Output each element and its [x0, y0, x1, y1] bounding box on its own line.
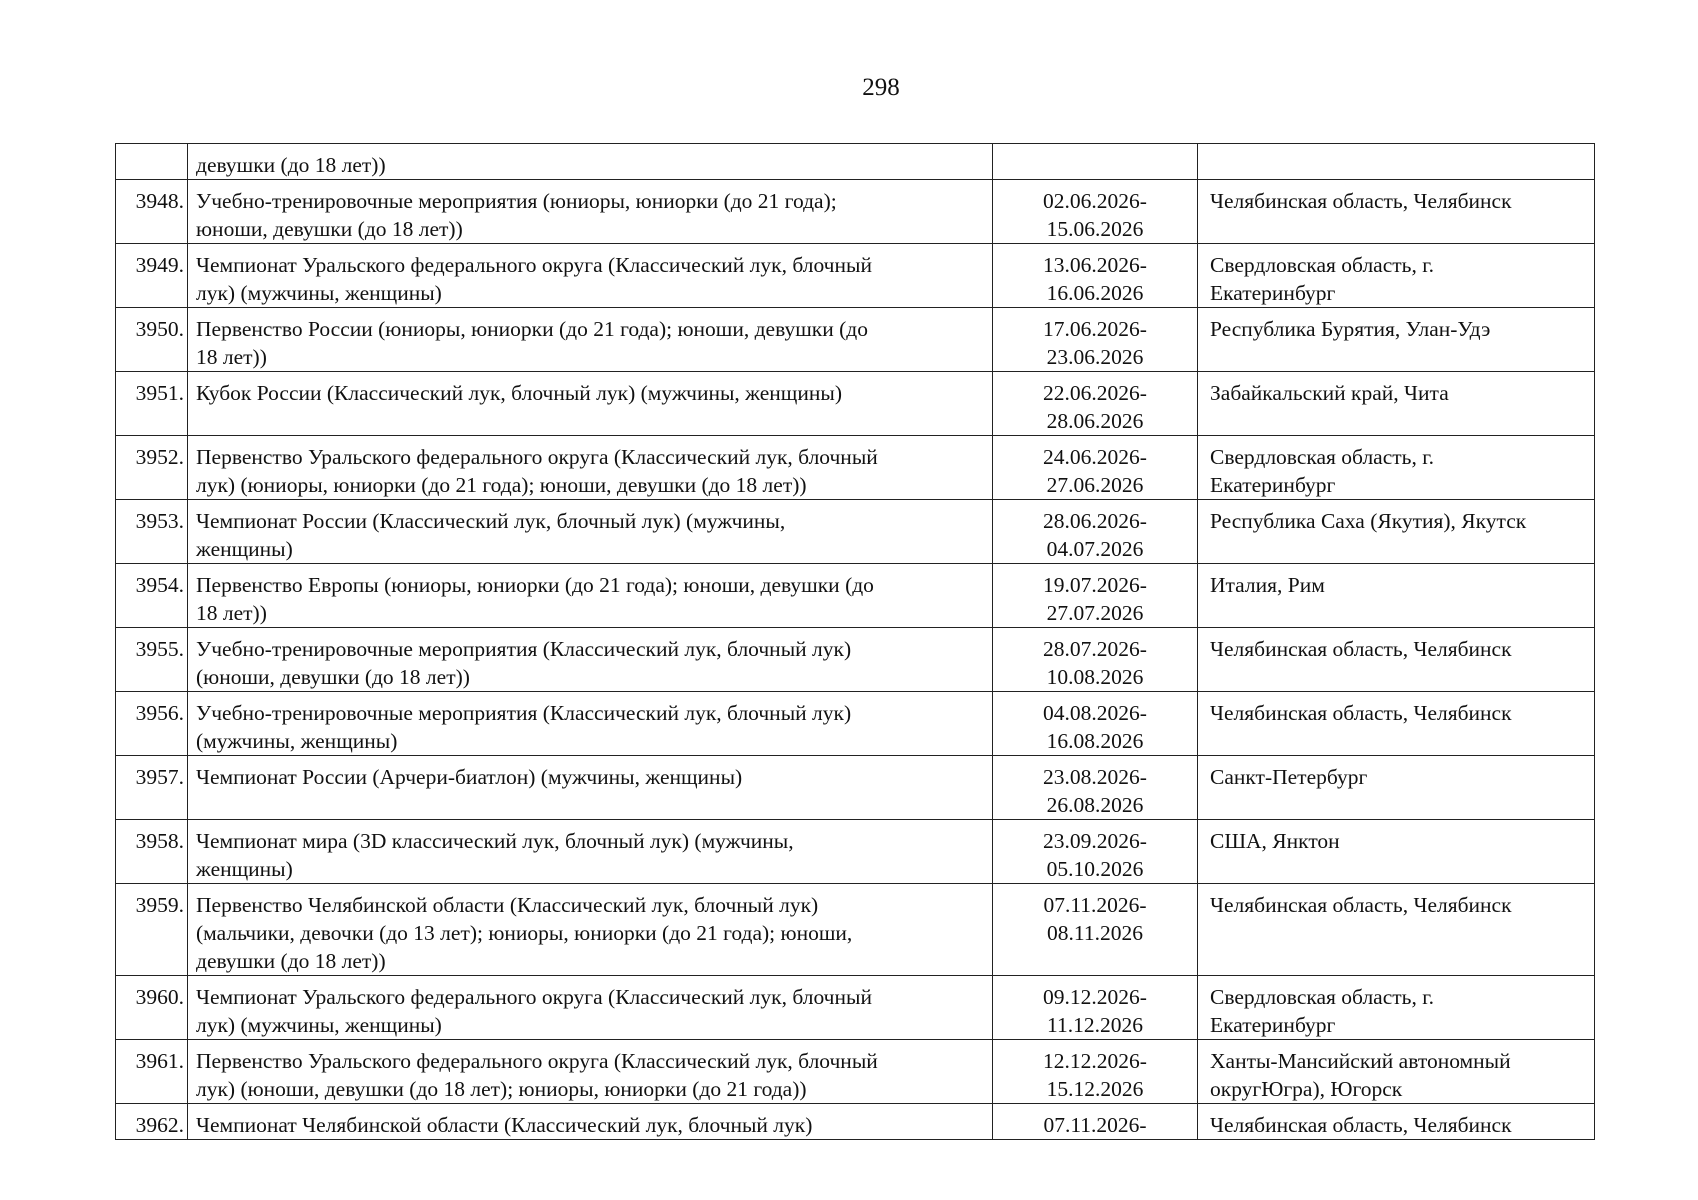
- event-title-line: юноши, девушки (до 18 лет)): [196, 217, 463, 241]
- event-title-line: Первенство Европы (юниоры, юниорки (до 21 года); юноши, девушки (до: [196, 573, 874, 597]
- event-place: [1198, 628, 1595, 692]
- event-dates: [993, 564, 1198, 628]
- event-title: [188, 692, 993, 756]
- event-place-line: Челябинская область, Челябинск: [1210, 637, 1512, 661]
- event-date-line: 22.06.2026-: [1043, 381, 1147, 405]
- event-place-line: округЮгра), Югорск: [1210, 1077, 1403, 1101]
- event-date-line: 13.06.2026-: [1043, 253, 1147, 277]
- event-place: [1198, 144, 1595, 180]
- event-place: [1198, 692, 1595, 756]
- event-date-line: 04.08.2026-: [1043, 701, 1147, 725]
- event-dates: [993, 372, 1198, 436]
- table-row: [116, 1104, 1595, 1140]
- event-date-line: 28.07.2026-: [1043, 637, 1147, 661]
- event-title: [188, 628, 993, 692]
- event-title-line: Чемпионат Челябинской области (Классический лук, блочный лук): [196, 1113, 813, 1137]
- event-title: [188, 1040, 993, 1104]
- event-date-line: 27.06.2026: [1046, 473, 1144, 497]
- event-date-line: 15.06.2026: [1046, 217, 1144, 241]
- event-date-line: 15.12.2026: [1046, 1077, 1144, 1101]
- event-title-line: Чемпионат России (Арчери-биатлон) (мужчины, женщины): [196, 765, 743, 789]
- event-dates: [993, 308, 1198, 372]
- event-date-line: 09.12.2026-: [1043, 985, 1147, 1009]
- event-number: 3957.: [116, 756, 188, 820]
- event-place: [1198, 976, 1595, 1040]
- event-dates: [993, 180, 1198, 244]
- event-title: [188, 820, 993, 884]
- event-date-line: 27.07.2026: [1046, 601, 1144, 625]
- table-row: [116, 564, 1595, 628]
- event-title-line: девушки (до 18 лет)): [196, 153, 386, 177]
- table-row: [116, 500, 1595, 564]
- event-number: 3959.: [116, 884, 188, 976]
- event-number: 3948.: [116, 180, 188, 244]
- event-date-line: 12.12.2026-: [1043, 1049, 1147, 1073]
- event-date-line: 07.11.2026-: [1043, 893, 1147, 917]
- event-date-line: 19.07.2026-: [1043, 573, 1147, 597]
- event-date-line: 28.06.2026-: [1043, 509, 1147, 533]
- event-title-line: Учебно-тренировочные мероприятия (Классический лук, блочный лук): [196, 701, 852, 725]
- event-title-line: женщины): [196, 537, 293, 561]
- event-place-line: Свердловская область, г.: [1210, 445, 1434, 469]
- event-title: [188, 436, 993, 500]
- event-number: 3950.: [116, 308, 188, 372]
- event-place: [1198, 756, 1595, 820]
- event-title: [188, 884, 993, 976]
- event-date-line: 16.08.2026: [1046, 729, 1144, 753]
- event-date-line: 07.11.2026-: [1043, 1113, 1147, 1137]
- event-place-line: Санкт-Петербург: [1210, 765, 1368, 789]
- event-title-line: (юноши, девушки (до 18 лет)): [196, 665, 470, 689]
- event-number: 3958.: [116, 820, 188, 884]
- event-title-line: лук) (юниоры, юниорки (до 21 года); юноши, девушки (до 18 лет)): [196, 473, 807, 497]
- event-title-line: лук) (мужчины, женщины): [196, 281, 442, 305]
- event-title: [188, 372, 993, 436]
- event-number: 3952.: [116, 436, 188, 500]
- event-dates: [993, 500, 1198, 564]
- event-date-line: 28.06.2026: [1046, 409, 1144, 433]
- table-row: [116, 1040, 1595, 1104]
- event-place-line: Челябинская область, Челябинск: [1210, 1113, 1512, 1137]
- event-place-line: Свердловская область, г.: [1210, 253, 1434, 277]
- event-place-line: Забайкальский край, Чита: [1210, 381, 1449, 405]
- event-date-line: 23.08.2026-: [1043, 765, 1147, 789]
- event-title-line: девушки (до 18 лет)): [196, 949, 386, 973]
- event-title: [188, 756, 993, 820]
- event-title-line: Учебно-тренировочные мероприятия (юниоры, юниорки (до 21 года);: [196, 189, 837, 213]
- event-place-line: США, Янктон: [1210, 829, 1340, 853]
- event-title: [188, 564, 993, 628]
- event-place-line: Челябинская область, Челябинск: [1210, 701, 1512, 725]
- event-title: [188, 976, 993, 1040]
- page-number: 298: [862, 74, 900, 101]
- event-title-line: (мужчины, женщины): [196, 729, 398, 753]
- table-row: [116, 756, 1595, 820]
- event-number: 3962.: [116, 1104, 188, 1140]
- event-title: [188, 144, 993, 180]
- event-place-line: Екатеринбург: [1210, 1013, 1336, 1037]
- event-dates: [993, 628, 1198, 692]
- table-row: [116, 180, 1595, 244]
- event-place: [1198, 1040, 1595, 1104]
- table-row: [116, 884, 1595, 976]
- event-date-line: 11.12.2026: [1047, 1013, 1143, 1037]
- event-place-line: Республика Бурятия, Улан-Удэ: [1210, 317, 1491, 341]
- event-place: [1198, 308, 1595, 372]
- event-title-line: Кубок России (Классический лук, блочный лук) (мужчины, женщины): [196, 381, 842, 405]
- event-dates: [993, 976, 1198, 1040]
- table-row: [116, 308, 1595, 372]
- event-dates: [993, 436, 1198, 500]
- event-date-line: 05.10.2026: [1046, 857, 1144, 881]
- event-title-line: Чемпионат Уральского федерального округа (Классический лук, блочный: [196, 253, 872, 277]
- event-number: 3951.: [116, 372, 188, 436]
- event-dates: [993, 756, 1198, 820]
- event-place: [1198, 564, 1595, 628]
- event-title-line: Первенство Уральского федерального округа (Классический лук, блочный: [196, 445, 878, 469]
- event-dates: [993, 1040, 1198, 1104]
- event-title: [188, 180, 993, 244]
- event-place: [1198, 884, 1595, 976]
- event-title-line: Чемпионат Уральского федерального округа (Классический лук, блочный: [196, 985, 872, 1009]
- event-dates: [993, 692, 1198, 756]
- event-title-line: Первенство Уральского федерального округа (Классический лук, блочный: [196, 1049, 878, 1073]
- event-place: [1198, 180, 1595, 244]
- event-number: 3960.: [116, 976, 188, 1040]
- events-table-body: [116, 144, 1595, 1140]
- event-title-line: Учебно-тренировочные мероприятия (Классический лук, блочный лук): [196, 637, 852, 661]
- event-number: [116, 144, 188, 180]
- event-title: [188, 308, 993, 372]
- event-number: 3954.: [116, 564, 188, 628]
- event-place: [1198, 436, 1595, 500]
- event-number: 3961.: [116, 1040, 188, 1104]
- table-row: [116, 436, 1595, 500]
- event-title-line: Первенство России (юниоры, юниорки (до 21 года); юноши, девушки (до: [196, 317, 868, 341]
- event-date-line: 23.09.2026-: [1043, 829, 1147, 853]
- event-place: [1198, 372, 1595, 436]
- event-title: [188, 244, 993, 308]
- event-dates: [993, 1104, 1198, 1140]
- event-place-line: Республика Саха (Якутия), Якутск: [1210, 509, 1527, 533]
- event-date-line: 23.06.2026: [1046, 345, 1144, 369]
- event-title-line: лук) (юноши, девушки (до 18 лет); юниоры, юниорки (до 21 года)): [196, 1077, 807, 1101]
- table-row: [116, 244, 1595, 308]
- table-row: [116, 976, 1595, 1040]
- event-title-line: Первенство Челябинской области (Классический лук, блочный лук): [196, 893, 819, 917]
- table-row: [116, 372, 1595, 436]
- event-title-line: женщины): [196, 857, 293, 881]
- event-date-line: 10.08.2026: [1046, 665, 1144, 689]
- event-title: [188, 500, 993, 564]
- event-title: [188, 1104, 993, 1140]
- event-date-line: 08.11.2026: [1047, 921, 1143, 945]
- event-place: [1198, 1104, 1595, 1140]
- event-title-line: лук) (мужчины, женщины): [196, 1013, 442, 1037]
- event-place: [1198, 820, 1595, 884]
- event-dates: [993, 884, 1198, 976]
- event-date-line: 04.07.2026: [1046, 537, 1144, 561]
- event-place-line: Италия, Рим: [1210, 573, 1325, 597]
- event-place-line: Ханты-Мансийский автономный: [1210, 1049, 1511, 1073]
- event-number: 3953.: [116, 500, 188, 564]
- table-row: [116, 692, 1595, 756]
- event-dates: [993, 244, 1198, 308]
- event-date-line: 02.06.2026-: [1043, 189, 1147, 213]
- event-title-line: 18 лет)): [196, 345, 267, 369]
- event-number: 3949.: [116, 244, 188, 308]
- event-place-line: Челябинская область, Челябинск: [1210, 893, 1512, 917]
- event-title-line: Чемпионат России (Классический лук, блочный лук) (мужчины,: [196, 509, 786, 533]
- event-place-line: Екатеринбург: [1210, 281, 1336, 305]
- event-date-line: 26.08.2026: [1046, 793, 1144, 817]
- event-place-line: Екатеринбург: [1210, 473, 1336, 497]
- event-dates: [993, 144, 1198, 180]
- table-row-continuation: [116, 144, 1595, 180]
- event-dates: [993, 820, 1198, 884]
- table-row: [116, 628, 1595, 692]
- event-number: 3955.: [116, 628, 188, 692]
- event-title-line: (мальчики, девочки (до 13 лет); юниоры, юниорки (до 21 года); юноши,: [196, 921, 853, 945]
- event-date-line: 16.06.2026: [1046, 281, 1144, 305]
- event-date-line: 24.06.2026-: [1043, 445, 1147, 469]
- event-title-line: Чемпионат мира (3D классический лук, блочный лук) (мужчины,: [196, 829, 794, 853]
- event-place: [1198, 244, 1595, 308]
- events-table: [115, 143, 1595, 1140]
- table-row: [116, 820, 1595, 884]
- event-number: 3956.: [116, 692, 188, 756]
- event-place-line: Свердловская область, г.: [1210, 985, 1434, 1009]
- event-date-line: 17.06.2026-: [1043, 317, 1147, 341]
- event-place: [1198, 500, 1595, 564]
- event-place-line: Челябинская область, Челябинск: [1210, 189, 1512, 213]
- event-title-line: 18 лет)): [196, 601, 267, 625]
